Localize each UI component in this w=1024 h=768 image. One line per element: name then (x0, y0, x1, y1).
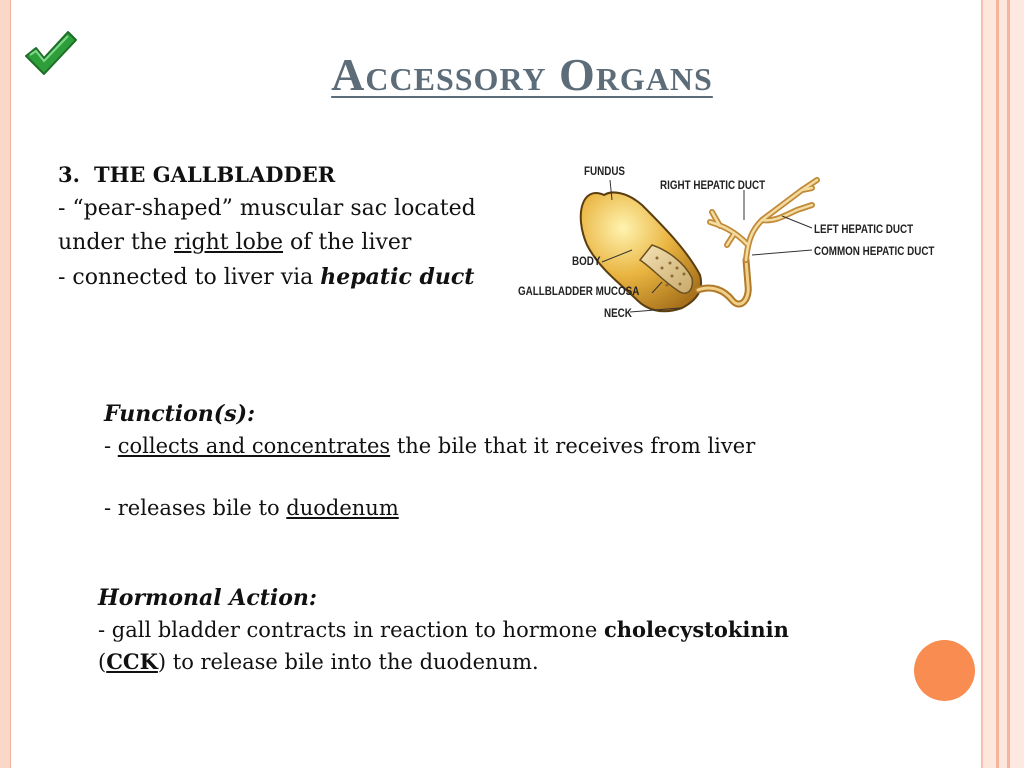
label-body: BODY (572, 254, 601, 268)
label-right-hepatic-duct: RIGHT HEPATIC DUCT (660, 178, 766, 192)
hepatic-duct-term: hepatic duct (320, 264, 475, 290)
hormonal-action-text (98, 614, 898, 646)
left-frame-border (0, 0, 11, 768)
decorative-orange-circle (914, 640, 975, 701)
section-heading (58, 158, 478, 192)
line2-text: - connected to liver via (58, 265, 321, 290)
functions-heading: Function(s): (104, 401, 256, 427)
label-fundus: FUNDUS (584, 164, 625, 178)
description-line-2 (58, 260, 478, 295)
hormone-abbreviation: CCK (106, 649, 158, 674)
line1-text: - “pear-shaped” muscular sac located under the (58, 196, 476, 255)
label-gallbladder-mucosa: GALLBLADDER MUCOSA (518, 284, 640, 298)
function-1-rest: the bile that it receives from liver (390, 434, 756, 458)
label-neck: NECK (604, 306, 632, 320)
function-1-prefix: - (104, 434, 118, 458)
hormonal-text-prefix: - gall bladder contracts in reaction to hormone (98, 618, 604, 642)
label-common-hepatic-duct: COMMON HEPATIC DUCT (814, 244, 935, 258)
functions-section (104, 398, 864, 524)
section-title: THE GALLBLADDER (93, 162, 336, 187)
slide-title: Accessory Organs (331, 49, 713, 100)
function-2-key-term: duodenum (286, 496, 399, 520)
description-line-1 (58, 192, 478, 260)
hormonal-text-suffix: ) to release bile into the duodenum. (157, 650, 539, 674)
function-2-prefix: - releases bile to (104, 496, 287, 520)
function-item-2 (104, 492, 864, 524)
right-lobe-term: right lobe (173, 230, 284, 255)
gallbladder-description (58, 158, 478, 295)
hormone-name: cholecystokinin (603, 617, 789, 642)
hormonal-action-text-2 (98, 646, 898, 678)
line1-end-text: of the liver (283, 230, 412, 255)
hormonal-action-section (98, 582, 898, 678)
right-frame-stripes (980, 0, 1024, 768)
open-paren: ( (98, 650, 107, 674)
section-number: 3. (58, 162, 80, 187)
function-item-1 (104, 430, 864, 462)
hormonal-action-heading: Hormonal Action: (98, 585, 318, 611)
gallbladder-diagram (512, 150, 952, 340)
label-left-hepatic-duct: LEFT HEPATIC DUCT (814, 222, 914, 236)
function-1-key-term: collects and concentrates (117, 434, 391, 458)
